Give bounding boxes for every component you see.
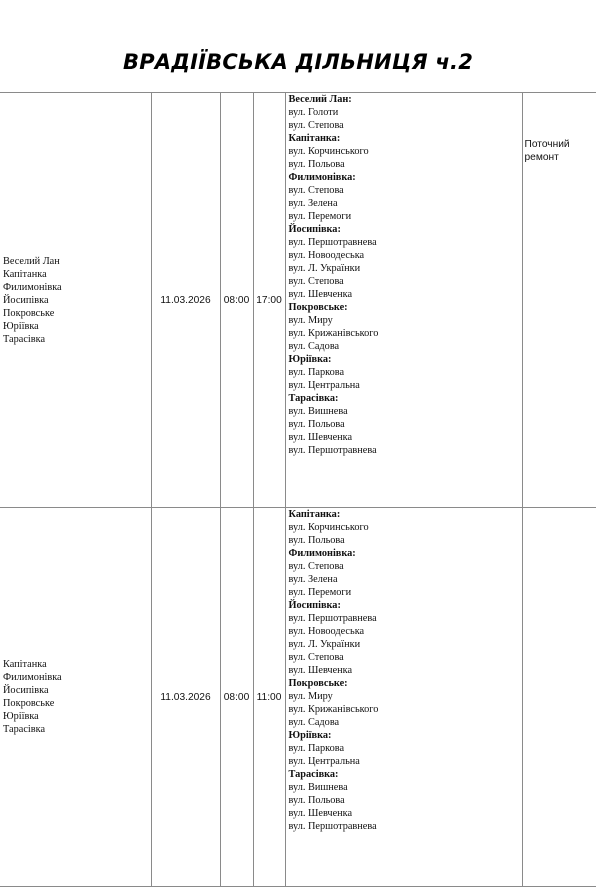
location-name: Юріївка	[3, 320, 39, 332]
street-name: вул. Шевченка	[288, 289, 353, 300]
street-name: вул. Польова	[288, 795, 345, 806]
table-row	[0, 508, 596, 887]
work-type-cell	[522, 508, 596, 887]
start-time-cell: 08:00	[220, 508, 253, 887]
location-name: Филимонівка	[3, 672, 62, 683]
date-cell: 11.03.2026	[151, 93, 220, 508]
page-title: ВРАДІЇВСЬКА ДІЛЬНИЦЯ ч.2	[122, 50, 474, 74]
street-name: вул. Степова	[288, 276, 344, 287]
location-name: Капітанка	[3, 268, 47, 280]
street-name: вул. Паркова	[288, 743, 345, 754]
village-heading: Филимонівка:	[288, 172, 356, 183]
street-name: вул. Новоодеська	[288, 626, 365, 637]
street-name: вул. Перемоги	[288, 211, 352, 222]
street-name: вул. Перемоги	[288, 587, 352, 598]
street-name: вул. Польова	[288, 159, 345, 170]
street-name: вул. Новоодеська	[288, 250, 365, 261]
street-name: вул. Степова	[288, 185, 344, 196]
village-heading: Филимонівка:	[288, 548, 356, 559]
street-name: вул. Л. Українки	[288, 639, 361, 650]
street-name: вул. Шевченка	[288, 432, 353, 443]
location-name: Юріївка	[3, 711, 39, 722]
village-heading: Капітанка:	[288, 133, 341, 144]
village-heading: Юріївка:	[288, 730, 332, 741]
street-name: вул. Садова	[288, 341, 340, 352]
street-name: вул. Першотравнева	[288, 613, 377, 624]
street-name: вул. Польова	[288, 419, 345, 430]
street-name: вул. Центральна	[288, 380, 360, 391]
date-cell: 11.03.2026	[151, 508, 220, 887]
street-name: вул. Польова	[288, 535, 345, 546]
street-name: вул. Паркова	[288, 367, 345, 378]
table-body	[0, 93, 596, 887]
outage-schedule-table	[0, 92, 596, 887]
street-name: вул. Крижанівського	[288, 328, 379, 339]
village-heading: Йосипівка:	[288, 224, 341, 235]
street-name: вул. Центральна	[288, 756, 360, 767]
street-name: вул. Крижанівського	[288, 704, 379, 715]
village-heading: Юріївка:	[288, 354, 332, 365]
street-name: вул. Миру	[288, 691, 333, 702]
streets-cell	[285, 508, 522, 887]
street-name: вул. Л. Українки	[288, 263, 361, 274]
village-heading: Покровське:	[288, 302, 348, 313]
village-heading: Тарасівка:	[288, 393, 339, 404]
location-name: Покровське	[3, 698, 55, 709]
street-name: вул. Вишнева	[288, 782, 348, 793]
table-row	[0, 93, 596, 508]
village-heading: Веселий Лан:	[288, 94, 352, 105]
location-name: Филимонівка	[3, 281, 62, 293]
street-name: вул. Зелена	[288, 574, 338, 585]
street-name: вул. Степова	[288, 652, 344, 663]
street-name: вул. Першотравнева	[288, 821, 377, 832]
location-name: Капітанка	[3, 659, 47, 670]
street-name: вул. Садова	[288, 717, 340, 728]
street-name: вул. Зелена	[288, 198, 338, 209]
village-heading: Тарасівка:	[288, 769, 339, 780]
locations-cell	[0, 508, 151, 887]
street-name: вул. Степова	[288, 561, 344, 572]
location-name: Покровське	[3, 307, 55, 319]
street-name: вул. Корчинського	[288, 522, 369, 533]
village-heading: Капітанка:	[288, 509, 341, 520]
village-heading: Покровське:	[288, 678, 348, 689]
street-name: вул. Першотравнева	[288, 237, 377, 248]
locations-cell	[0, 93, 151, 508]
location-name: Йосипівка	[3, 685, 49, 696]
start-time-cell: 08:00	[220, 93, 253, 508]
location-name: Веселий Лан	[3, 255, 60, 267]
end-time-cell: 17:00	[253, 93, 285, 508]
village-heading: Йосипівка:	[288, 600, 341, 611]
location-name: Тарасівка	[3, 333, 46, 345]
location-name: Йосипівка	[3, 294, 49, 306]
end-time-cell: 11:00	[253, 508, 285, 887]
location-name: Тарасівка	[3, 724, 46, 735]
streets-cell	[285, 93, 522, 508]
street-name: вул. Шевченка	[288, 665, 353, 676]
street-name: вул. Миру	[288, 315, 333, 326]
work-type-cell: Поточний ремонт	[522, 93, 596, 508]
street-name: вул. Степова	[288, 120, 344, 131]
street-name: вул. Шевченка	[288, 808, 353, 819]
street-name: вул. Корчинського	[288, 146, 369, 157]
street-name: вул. Першотравнева	[288, 445, 377, 456]
street-name: вул. Вишнева	[288, 406, 348, 417]
street-name: вул. Голоти	[288, 107, 339, 118]
